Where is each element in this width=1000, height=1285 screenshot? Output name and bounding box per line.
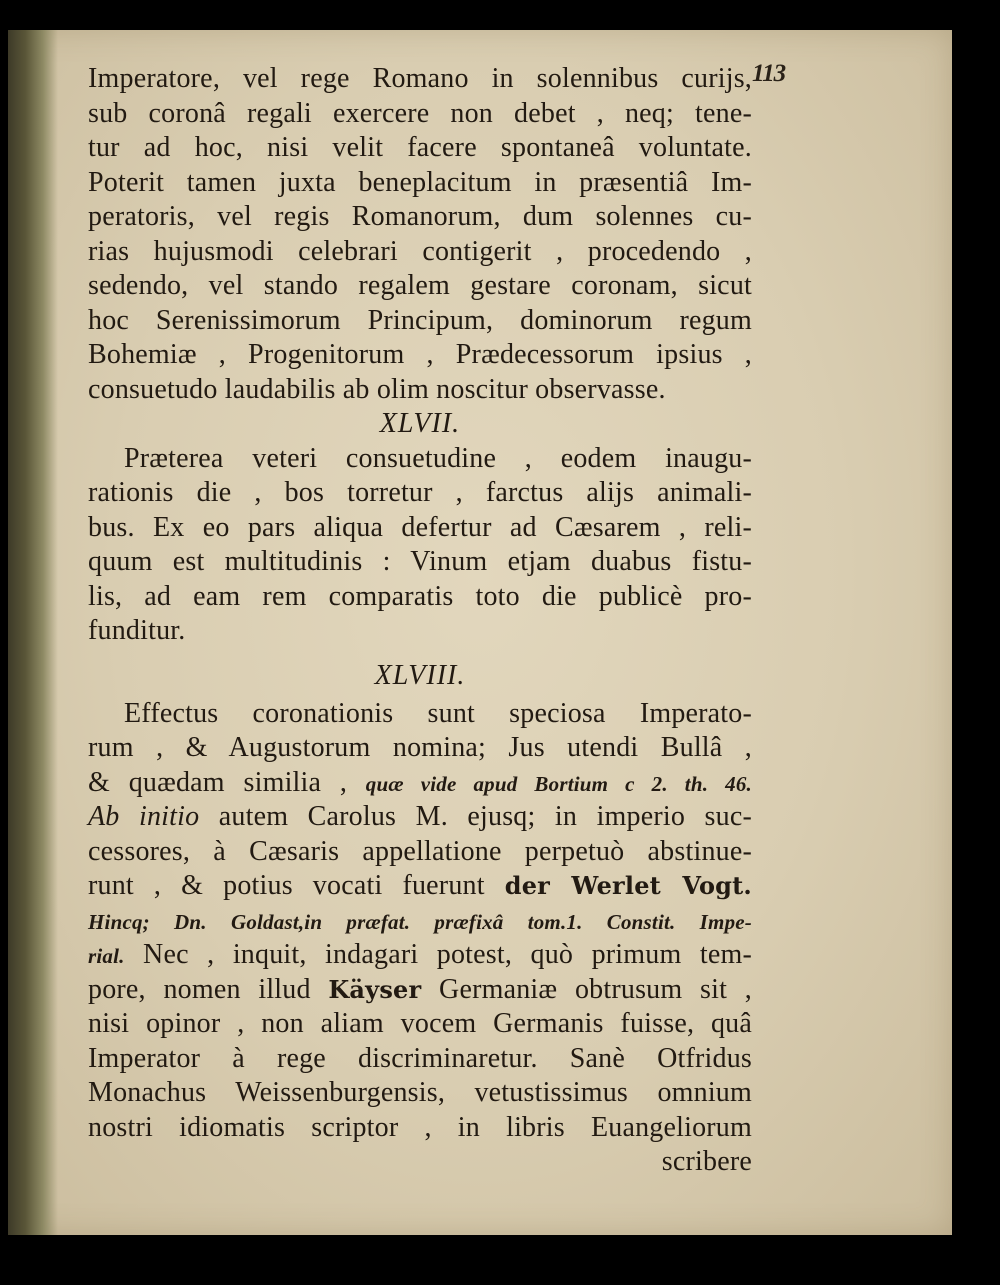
- text-fragment: Nec , inquit, indagari potest, quò primum tem-: [124, 939, 752, 970]
- text-line: Poterit tamen juxta beneplacitum in præsentiâ Im-: [88, 166, 752, 198]
- page-number: 113: [752, 60, 786, 87]
- text-line: funditur.: [88, 615, 186, 646]
- text-line: [88, 800, 752, 835]
- citation-continuation: rial.: [88, 944, 125, 968]
- text-line-citation: [88, 904, 752, 939]
- text-fragment: & quædam similia ,: [88, 766, 366, 798]
- text-line: [88, 973, 752, 1008]
- citation-bortius: quæ vide apud Bortium c 2. th. 46.: [365, 771, 752, 796]
- text-line: [88, 938, 752, 973]
- text-fragment: pore, nomen illud: [88, 973, 329, 1005]
- body-text: [88, 62, 752, 1180]
- binding-gutter: [8, 30, 58, 1235]
- catchword: scribere: [661, 1146, 752, 1177]
- text-line: cessores, à Cæsaris appellatione perpetuò abstinue-: [88, 835, 752, 867]
- text-line: Imperatore, vel rege Romano in solennibus curijs,: [88, 63, 752, 94]
- text-fragment-italic: Ab initio: [88, 801, 200, 832]
- text-line: rationis die , bos torretur , farctus alijs animali-: [88, 477, 752, 508]
- fraktur-phrase: der Werlet Vogt.: [504, 871, 752, 900]
- text-line: quum est multitudinis : Vinum etjam duabus fistu-: [88, 546, 752, 577]
- text-line: hoc Serenissimorum Principum, dominorum regum: [88, 304, 752, 336]
- text-line: nisi opinor , non aliam vocem Germanis fuisse, quâ: [88, 1008, 752, 1039]
- citation-goldast: Hincq; Dn. Goldast,in præfat. præfixâ tom.1. Constit. Impe-: [88, 909, 752, 934]
- text-line: lis, ad eam rem comparatis toto die publicè pro-: [88, 580, 752, 612]
- text-line: Imperator à rege discriminaretur. Sanè Otfridus: [88, 1042, 752, 1074]
- text-line: Monachus Weissenburgensis, vetustissimus omnium: [88, 1077, 752, 1108]
- text-line: consuetudo laudabilis ab olim noscitur observasse.: [88, 373, 666, 405]
- text-line: [88, 869, 752, 904]
- text-line: nostri idiomatis scriptor , in libris Euangeliorum: [88, 1111, 752, 1143]
- section-heading-xlvii: XLVII.: [379, 408, 461, 439]
- text-line: Effectus coronationis sunt speciosa Imperato-: [124, 697, 752, 729]
- section-heading-xlviii: XLVIII.: [374, 659, 466, 691]
- text-line: tur ad hoc, nisi velit facere spontaneâ voluntate.: [88, 132, 752, 163]
- text-line: peratoris, vel regis Romanorum, dum solennes cu-: [88, 201, 752, 232]
- fraktur-word: Käyser: [328, 974, 422, 1004]
- text-fragment: Germaniæ obtrusum sit ,: [421, 973, 752, 1005]
- text-line: sub coronâ regali exercere non debet , neq; tene-: [88, 97, 752, 129]
- text-line: bus. Ex eo pars aliqua defertur ad Cæsarem , reli-: [88, 511, 752, 543]
- text-line: rias hujusmodi celebrari contigerit , procedendo ,: [88, 235, 752, 267]
- text-line: Bohemiæ , Progenitorum , Prædecessorum ipsius ,: [88, 339, 752, 370]
- text-fragment: autem Carolus M. ejusq; in imperio suc-: [199, 801, 752, 832]
- text-line: rum , & Augustorum nomina; Jus utendi Bullâ ,: [88, 732, 752, 763]
- text-line: sedendo, vel stando regalem gestare coronam, sicut: [88, 270, 752, 301]
- text-line-citation: [88, 766, 752, 801]
- text-fragment: runt , & potius vocati fuerunt: [88, 870, 505, 901]
- text-line: Præterea veteri consuetudine , eodem inaugu-: [124, 442, 752, 474]
